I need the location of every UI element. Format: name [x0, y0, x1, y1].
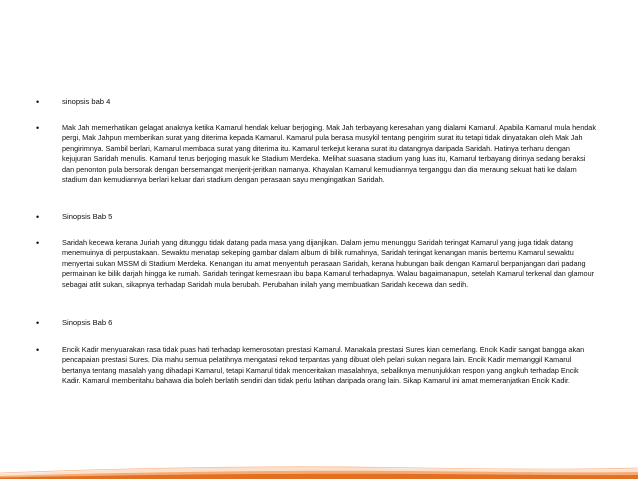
bullet: • — [36, 318, 40, 328]
paragraph-text: Saridah kecewa kerana Juriah yang ditunggu tidak datang pada masa yang dijanjikan. Dalam jemu menunggu Saridah teringat Kamarul yang juga tidak datang menemuinya di perpustakaan. Sewaktu menatap sekeping gambar dalam album di bilik rumahnya, Saridah teringat kenangan manis bertemu Kamarul sewaktu menyertai sukan MSSM di Stadium Merdeka. Kenangan itu amat menyentuh perasaan Saridah, kerana hubungan baik dengan Kamarul berpanjangan dari padang permainan ke bilik darjah hingga ke rumah. Saridah teringat kemesraan ibu bapa Kamarul terhadapnya. Walau bagaimanapun, setelah Kamarul terkenal dan glamour sebagai atlit sukan, sikapnya terhadap Saridah mula berubah. Perubahan inilah yang membuatkan Saridah kecewa dan sedih. — [62, 238, 595, 289]
bullet: • — [36, 97, 40, 107]
bullet: • — [36, 123, 40, 133]
heading-text: Sinopsis Bab 5 — [62, 212, 113, 221]
heading-text: Sinopsis Bab 6 — [62, 318, 113, 327]
paragraph-text: Mak Jah memerhatikan gelagat anaknya ketika Kamarul hendak keluar berjoging. Mak Jah terbayang keresahan yang dialami Kamarul. Apabila Kamarul mula hendak pergi, Mak Jahpun memberikan surat yang diterima kepada Kamarul. Kamarul pula berasa musykil tentang pengirim surat itu tetapi tidak dinyatakan oleh Mak Jah pengirimnya. Sambil berlari, Kamarul membaca surat yang diterima itu. Kamarul terkejut kerana surat itu datangnya daripada Saridah. Hatinya terharu dengan kejujuran Saridah menulis. Kamarul terus berjoging masuk ke Stadium Merdeka. Melihat suasana stadium yang luas itu, Kamarul terbayang dirinya sedang beraksi dan penonton pula bersorak dengan bersemangat menjerit-jeritkan namanya. Khayalan Kamarul kemudiannya terganggu dan dia meraung sekuat hati ke dalam stadium dan kemudiannya berlari keluar dari stadium dengan perasaan sayu mengingatkan Saridah. — [62, 123, 596, 185]
bottom-wave-decoration — [0, 449, 638, 479]
bullet: • — [36, 238, 40, 248]
paragraph-text: Encik Kadir menyuarakan rasa tidak puas hati terhadap kemerosotan prestasi Kamarul. Manakala prestasi Sures kian cemerlang. Encik Kadir sangat bangga akan pencapaian prestasi Sures. Dia mahu semua pelatihnya mengatasi rekod terpantas yang dibuat oleh pelari sukan negara lain. Encik Kadir memanggil Kamarul bertanya tentang masalah yang dihadapi Kamarul, tetapi Kamarul tidak menceritakan masalahnya, sebaliknya menunjukkan respon yang angkuh terhadap Encik Kadir. Kamarul memberitahu bahawa dia boleh berlatih sendiri dan tidak perlu latihan daripada orang lain. Sikap Kamarul ini amat memeranjatkan Encik Kadir. — [62, 345, 585, 386]
paragraph-bab-6 — [36, 345, 596, 387]
paragraph-bab-5 — [36, 238, 596, 290]
bullet: • — [36, 212, 40, 222]
heading-bab-4 — [36, 97, 596, 107]
heading-bab-5 — [36, 212, 596, 222]
bullet: • — [36, 345, 40, 355]
paragraph-bab-4 — [36, 123, 596, 186]
heading-text: sinopsis bab 4 — [62, 97, 111, 106]
heading-bab-6 — [36, 318, 596, 328]
